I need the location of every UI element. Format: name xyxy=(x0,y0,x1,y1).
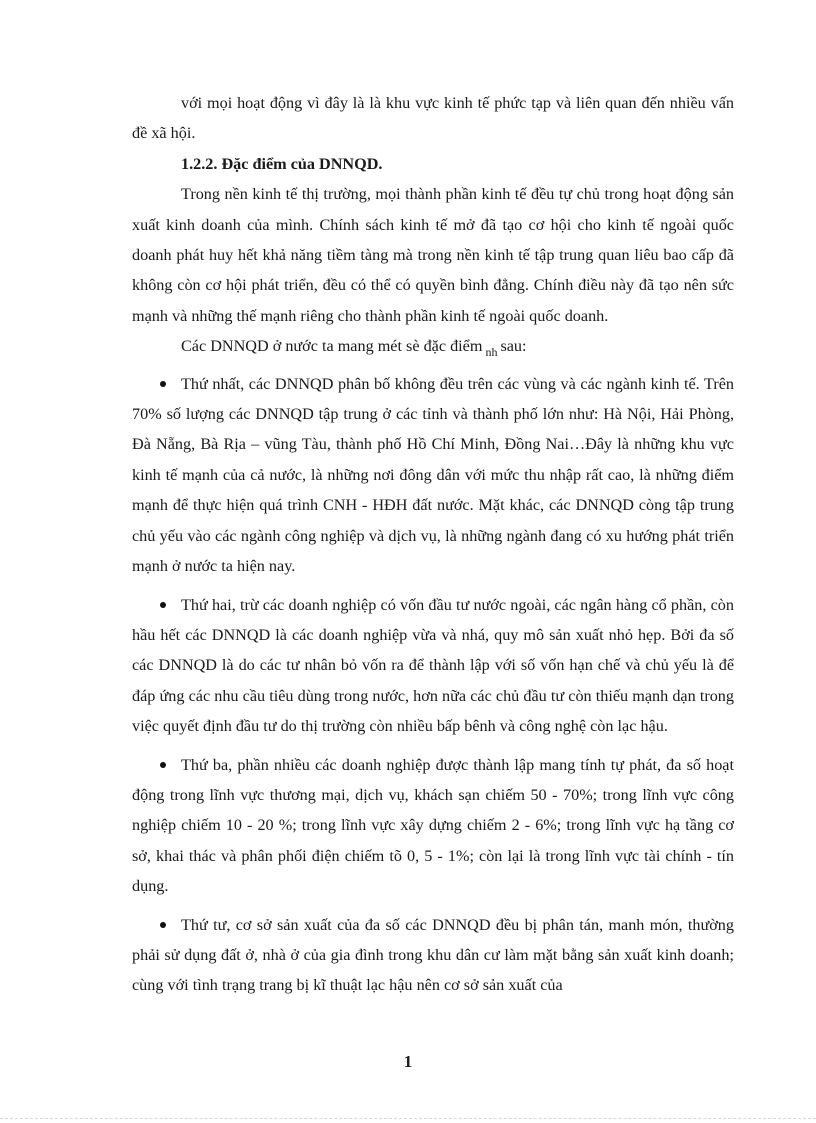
bullet-item-third xyxy=(132,750,734,902)
bullet-text-first: Thứ nhất, các DNNQD phân bố không đều trên các vùng và các ngành kinh tế. Trên 70% số lượng các DNNQD tập trung ở các tỉnh và thành phố lớn như: Hà Nội, Hải Phòng, Đà Nẵng, Bà Rịa – vũng Tàu, thành phố Hồ Chí Minh, Đồng Nai…Đây là những khu vực kinh tế mạnh của cả nước, là những nơi đông dân với mức thu nhập rất cao, là những điểm mạnh để thực hiện quá trình CNH - HĐH đất nước. Mặt khác, các DNNQD còng tập trung chủ yếu vào các ngành công nghiệp và dịch vụ, là những ngành đang có xu hướng phát triển mạnh ở nước ta hiện nay. xyxy=(132,374,734,576)
bullet-dot-icon xyxy=(160,602,166,608)
bullet-text-second: Thứ hai, trừ các doanh nghiệp có vốn đầu tư nước ngoài, các ngân hàng cổ phần, còn hầu hết các DNNQD là các doanh nghiệp vừa và nhá, quy mô sản xuất nhỏ hẹp. Bởi đa số các DNNQD là do các tư nhân bỏ vốn ra để thành lập với số vốn hạn chế và chủ yếu là để đáp ứng các nhu cầu tiêu dùng trong nước, hơn nữa các chủ đầu tư còn thiếu mạnh dạn trong việc quyết định đầu tư do thị trường còn nhiều bấp bênh và công nghệ còn lạc hậu. xyxy=(132,595,734,736)
page-number: 1 xyxy=(403,1052,413,1071)
paragraph-market-economy: Trong nền kinh tế thị trường, mọi thành phần kinh tế đều tự chủ trong hoạt động sản xuất kinh doanh của mình. Chính sách kinh tế mở đã tạo cơ hội cho kinh tế ngoài quốc doanh phát huy hết khả năng tiềm tàng mà trong nền kinh tế tập trung quan liêu bao cấp đã không còn cơ hội phát triển, đều có thể có quyền bình đẳng. Chính điều này đã tạo nên sức mạnh và những thế mạnh riêng cho thành phần kinh tế ngoài quốc doanh. xyxy=(132,185,734,325)
bullet-item-fourth xyxy=(132,910,734,1001)
bullet-dot-icon xyxy=(160,762,166,768)
intro-continuation-paragraph: với mọi hoạt động vì đây là là khu vực kinh tế phức tạp và liên quan đến nhiều vấn đề xã hội. xyxy=(132,94,734,143)
bullet-item-second xyxy=(132,590,734,742)
bullet-text-third: Thứ ba, phần nhiều các doanh nghiệp được thành lập mang tính tự phát, đa số hoạt động trong lĩnh vực thương mại, dịch vụ, khách sạn chiếm 50 - 70%; trong lĩnh vực công nghiệp chiếm 10 - 20 %; trong lĩnh vực xây dựng chiếm 2 - 6%; trong lĩnh vực hạ tầng cơ sở, khai thác và phân phối điện chiếm tõ 0, 5 - 1%; còn lại là trong lĩnh vực tài chính - tín dụng. xyxy=(132,755,734,896)
bullet-dot-icon xyxy=(160,922,166,928)
page-bottom-edge xyxy=(0,1118,816,1120)
lead-in-text: Các DNNQD ở nước ta mang mét sè đặc điểm xyxy=(181,337,483,356)
section-heading: 1.2.2. Đặc điểm của DNNQD. xyxy=(181,154,383,173)
lead-in-tail: sau: xyxy=(500,337,527,356)
bullet-text-fourth: Thứ tư, cơ sở sản xuất của đa số các DNNQD đều bị phân tán, manh món, thường phải sử dụng đất ở, nhà ở của gia đình trong khu dân cư làm mặt bằng sản xuất kinh doanh; cùng với tình trạng trang bị kĩ thuật lạc hậu nên cơ sở sản xuất của xyxy=(132,915,734,995)
document-body xyxy=(132,88,734,1009)
bullet-dot-icon xyxy=(160,381,166,387)
bullet-item-first xyxy=(132,369,734,582)
lead-in-characteristics xyxy=(132,331,734,362)
lead-in-subscript: nh xyxy=(485,345,498,360)
